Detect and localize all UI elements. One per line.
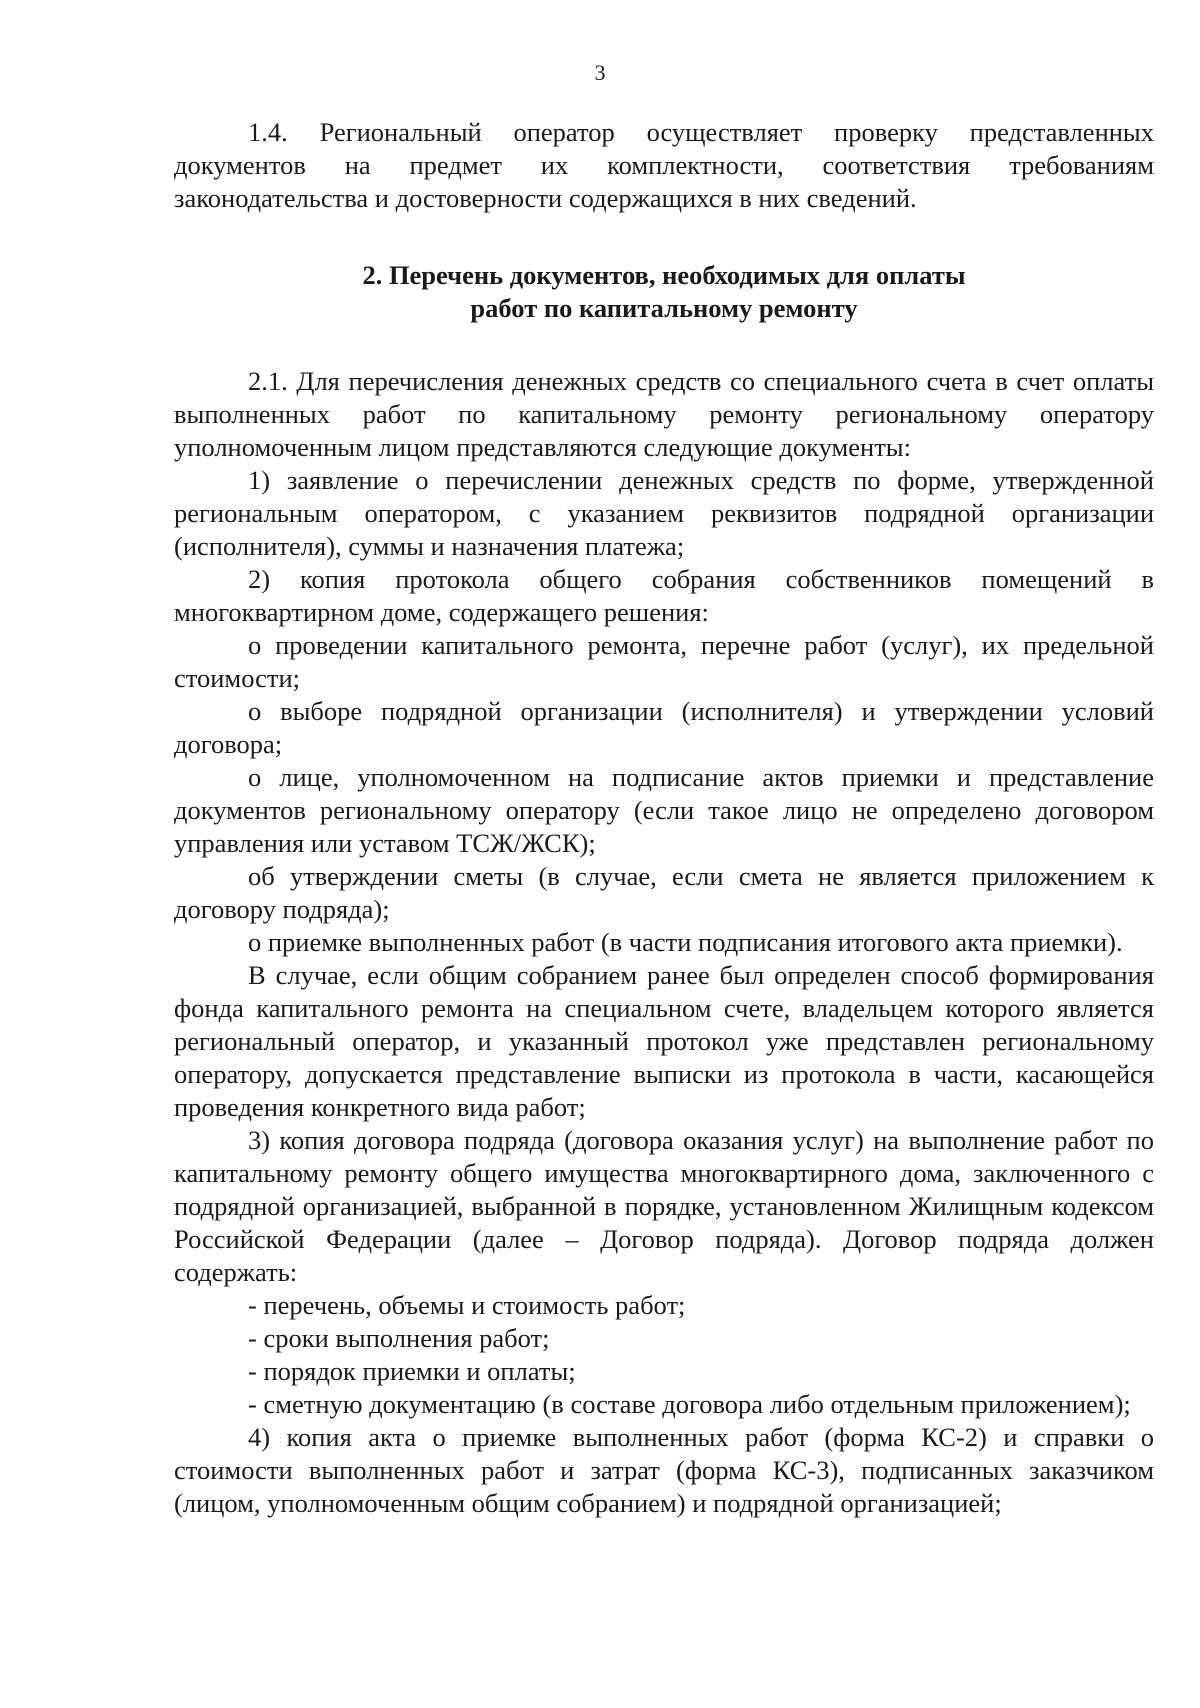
page-number: 3 xyxy=(594,60,606,85)
contract-item-scope: - перечень, объемы и стоимость работ; xyxy=(248,1290,686,1320)
contract-item-payment: - порядок приемки и оплаты; xyxy=(248,1356,576,1386)
list-item-2: 2) копия протокола общего собрания собственников помещений в многоквартирном доме, содержащего решения: xyxy=(174,564,1154,627)
decision-estimate: об утверждении сметы (в случае, если смета не является приложением к договору подряда); xyxy=(174,861,1154,924)
decision-authorized-person: о лице, уполномоченном на подписание актов приемки и представление документов региональному оператору (если такое лицо не определено договором управления или уставом ТСЖ/ЖСК); xyxy=(174,762,1154,858)
section-title-line-1: 2. Перечень документов, необходимых для оплаты xyxy=(362,260,966,290)
paragraph-special-case: В случае, если общим собранием ранее был определен способ формирования фонда капитального ремонта на специальном счете, владельцем которого является региональный оператор, и указанный протокол уже представлен региональному оператору, допускается представление выписки из протокола в части, касающейся проведения конкретного вида работ; xyxy=(174,960,1154,1122)
list-item-1: 1) заявление о перечислении денежных средств по форме, утвержденной региональным оператором, с указанием реквизитов подрядной организации (исполнителя), суммы и назначения платежа; xyxy=(174,465,1154,561)
contract-item-terms: - сроки выполнения работ; xyxy=(248,1323,550,1353)
decision-contractor-choice: о выборе подрядной организации (исполнителя) и утверждении условий договора; xyxy=(174,696,1154,759)
paragraph-1-4: 1.4. Региональный оператор осуществляет проверку представленных документов на предмет их комплектности, соответствия требованиям законодательства и достоверности содержащихся в них сведений. xyxy=(174,117,1154,213)
section-title xyxy=(174,259,1154,325)
list-item-3: 3) копия договора подряда (договора оказания услуг) на выполнение работ по капитальному ремонту общего имущества многоквартирного дома, заключенного с подрядной организацией, выбранной в порядке, установленном Жилищным кодексом Российской Федерации (далее – Договор подряда). Договор подряда должен содержать: xyxy=(174,1125,1154,1287)
contract-item-estimate: - сметную документацию (в составе договора либо отдельным приложением); xyxy=(248,1389,1131,1419)
decision-acceptance: о приемке выполненных работ (в части подписания итогового акта приемки). xyxy=(248,927,1123,957)
list-item-4: 4) копия акта о приемке выполненных работ (форма КС-2) и справки о стоимости выполненных работ и затрат (форма КС-3), подписанных заказчиком (лицом, уполномоченным общим собранием) и подрядной организацией; xyxy=(174,1422,1154,1518)
document-body xyxy=(174,116,1154,1520)
decision-capital-repair: о проведении капитального ремонта, перечне работ (услуг), их предельной стоимости; xyxy=(174,630,1154,693)
paragraph-2-1: 2.1. Для перечисления денежных средств со специального счета в счет оплаты выполненных работ по капитальному ремонту региональному оператору уполномоченным лицом представляются следующие документы: xyxy=(174,366,1154,462)
section-title-line-2: работ по капитальному ремонту xyxy=(470,293,858,323)
